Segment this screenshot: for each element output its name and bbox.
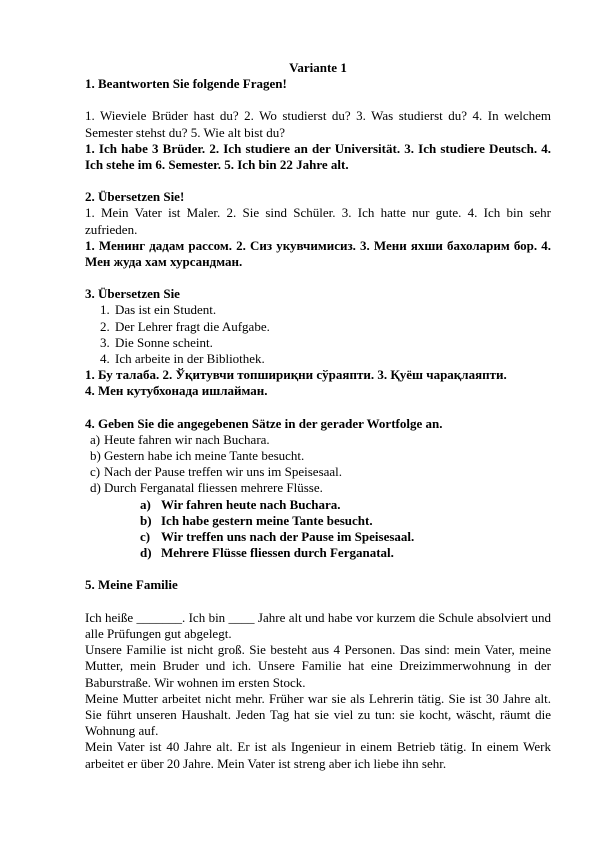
section1-heading: 1. Beantworten Sie folgende Fragen! bbox=[85, 76, 287, 92]
section1-questions: 1. Wieviele Brüder hast du? 2. Wo studierst du? 3. Was studierst du? 4. In welchem Semester stehst du? 5. Wie alt bist du? bbox=[85, 108, 551, 140]
section1-answers: 1. Ich habe 3 Brüder. 2. Ich studiere an der Universität. 3. Ich studiere Deutsch. 4. Ich stehe im 6. Semester. 5. Ich bin 22 Jahre alt. bbox=[85, 140, 551, 173]
section3-translation-line2: 4. Мен кутубхонада ишлайман. bbox=[85, 383, 268, 399]
list-item: 1. Das ist ein Student. bbox=[100, 302, 217, 318]
list-item: 3. Die Sonne scheint. bbox=[100, 334, 213, 350]
list-item: b) Ich habe gestern meine Tante besucht. bbox=[140, 512, 373, 528]
list-item: a) Heute fahren wir nach Buchara. bbox=[90, 431, 270, 447]
section5-paragraph: Meine Mutter arbeitet nicht mehr. Früher war sie als Lehrerin tätig. Sie ist 30 Jahre alt. Sie führt unseren Haushalt. Jeden Tag hat sie viel zu tun: sie kocht, wäscht, räumt die Wohnung auf. bbox=[85, 690, 551, 739]
section4-answers bbox=[85, 497, 551, 562]
section2-translation: 1. Менинг дадам рассом. 2. Сиз укувчимисиз. 3. Мени яхши бахоларим бор. 4. Мен жуда хам хурсандман. bbox=[85, 237, 551, 270]
section2-heading: 2. Übersetzen Sie! bbox=[85, 189, 185, 205]
section4-heading: 4. Geben Sie die angegebenen Sätze in der gerader Wortfolge an. bbox=[85, 415, 443, 431]
list-item: 4. Ich arbeite in der Bibliothek. bbox=[100, 351, 265, 367]
section5-paragraph: Unsere Familie ist nicht groß. Sie besteht aus 4 Personen. Das sind: mein Vater, meine Mutter, mein Bruder und ich. Unsere Familie hat eine Dreizimmerwohnung in der Baburstraße. Wir wohnen im ersten Stock. bbox=[85, 642, 551, 690]
section5-paragraph: Mein Vater ist 40 Jahre alt. Er ist als Ingenieur in einem Betrieb tätig. In einem Werk arbeitet er über 20 Jahre. Mein Vater ist streng aber ich liebe ihn sehr. bbox=[85, 739, 551, 771]
list-item: c) Wir treffen uns nach der Pause im Speisesaal. bbox=[140, 529, 415, 545]
list-item: b) Gestern habe ich meine Tante besucht. bbox=[90, 448, 305, 464]
section5-heading: 5. Meine Familie bbox=[85, 577, 178, 593]
section3-heading: 3. Übersetzen Sie bbox=[85, 286, 180, 302]
list-item: d) Mehrere Flüsse fliessen durch Ferganatal. bbox=[140, 545, 394, 561]
list-item: a) Wir fahren heute nach Buchara. bbox=[140, 496, 341, 512]
list-item: d) Durch Ferganatal fliessen mehrere Flüsse. bbox=[90, 480, 323, 496]
list-item: c) Nach der Pause treffen wir uns im Speisesaal. bbox=[90, 464, 343, 480]
variant-title: Variante 1 bbox=[289, 60, 347, 75]
section5-paragraph: Ich heiße _______. Ich bin ____ Jahre alt und habe vor kurzem die Schule absolviert und alle Prüfungen gut abgelegt. bbox=[85, 609, 551, 641]
section3-translation-line1: 1. Бу талаба. 2. Ўқитувчи топшириқни сўраяпти. 3. Қуёш чарақлаяпти. bbox=[85, 367, 507, 383]
section2-text: 1. Mein Vater ist Maler. 2. Sie sind Schüler. 3. Ich hatte nur gute. 4. Ich bin sehr zufrieden. bbox=[85, 205, 551, 237]
section3-list bbox=[85, 302, 551, 367]
list-item: 2. Der Lehrer fragt die Aufgabe. bbox=[100, 318, 270, 334]
document-body bbox=[85, 60, 551, 772]
section4-list bbox=[85, 432, 551, 497]
